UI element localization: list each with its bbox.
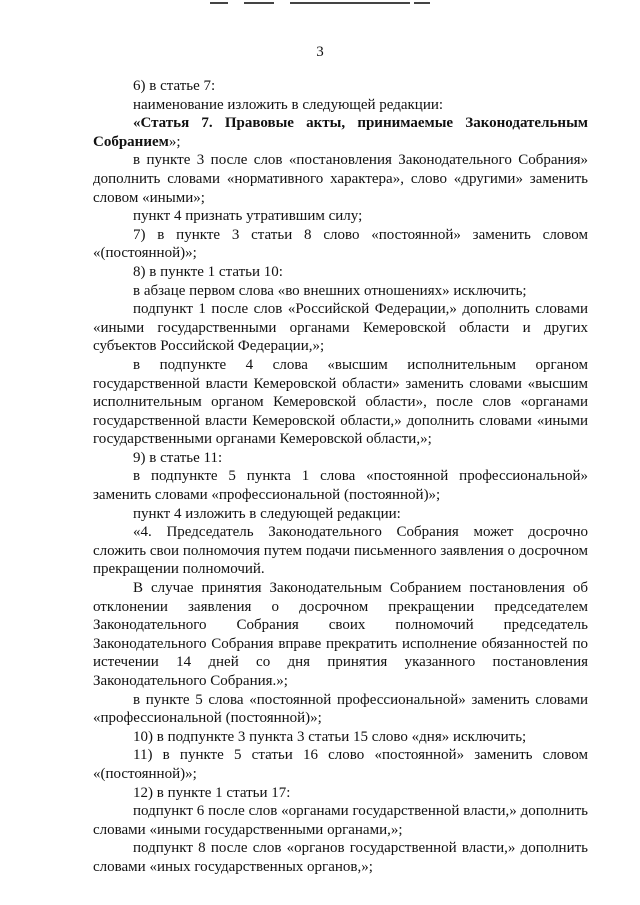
document-body: [93, 77, 588, 877]
paragraph-14: «4. Председатель Законодательного Собрания может досрочно сложить свои полномочия путем подачи письменного заявления о досрочном прекращении полномочий.: [93, 524, 588, 578]
page-number: 3: [316, 44, 324, 60]
paragraph-12: в подпункте 5 пункта 1 слова «постоянной профессиональной» заменить словами «профессиональной (постоянной)»;: [93, 468, 588, 504]
paragraph-10: в подпункте 4 слова «высшим исполнительным органом государственной власти Кемеровской области» заменить словами «высшим исполнительным органом Кемеровской области», после слов «органами государственной власти Кемеровской области,» дополнить словами «иными государственными органами Кемеровской области,»;: [93, 356, 588, 448]
paragraph-8: в абзаце первом слова «во внешних отношениях» исключить;: [133, 282, 527, 299]
paragraph-17: 10) в подпункте 3 пункта 3 статьи 15 слово «дня» исключить;: [133, 728, 527, 745]
paragraph-7: 8) в пункте 1 статьи 10:: [133, 263, 283, 280]
paragraph-13: пункт 4 изложить в следующей редакции:: [133, 505, 401, 522]
paragraph-20: подпункт 6 после слов «органами государственной власти,» дополнить словами «иными государственными органами,»;: [93, 803, 588, 838]
paragraph-21: подпункт 8 после слов «органов государственной власти,» дополнить словами «иных государственных органов,»;: [93, 840, 588, 875]
paragraph-15: В случае принятия Законодательным Собранием постановления об отклонении заявления о досрочном прекращении председателем Законодательного Собрания своих полномочий председатель Законодательного Собрания вправе прекратить исполнение обязанностей по истечении 14 дней со дня принятия указанного постановления Законодательного Собрания.»;: [93, 580, 588, 689]
paragraph-5: пункт 4 признать утратившим силу;: [133, 208, 363, 225]
paragraph-3-article-title: [93, 114, 588, 151]
paragraph-19: 12) в пункте 1 статьи 17:: [133, 784, 291, 801]
article-title-bold: «Статья 7. Правовые акты, принимаемые Законодательным Собранием: [93, 115, 588, 150]
paragraph-11: 9) в статье 11:: [133, 449, 223, 466]
paragraph-6: 7) в пункте 3 статьи 8 слово «постоянной» заменить словом «(постоянной)»;: [93, 226, 588, 262]
paragraph-16: в пункте 5 слова «постоянной профессиональной» заменить словами «профессиональной (постоянной)»;: [93, 691, 588, 727]
paragraph-4: в пункте 3 после слов «постановления Законодательного Собрания» дополнить словами «нормативного характера», слово «другими» заменить словом «иными»;: [93, 152, 588, 206]
paragraph-1: 6) в статье 7:: [133, 78, 216, 94]
paragraph-2: наименование изложить в следующей редакции:: [133, 96, 444, 113]
paragraph-9: подпункт 1 после слов «Российской Федерации,» дополнить словами «иными государственными органами Кемеровской области и других субъектов Российской Федерации,»;: [93, 301, 588, 355]
scan-top-edge-marks: [0, 0, 640, 6]
article-title-tail: »;: [168, 133, 181, 150]
paragraph-18: 11) в пункте 5 статьи 16 слово «постоянной» заменить словом «(постоянной)»;: [93, 747, 588, 782]
